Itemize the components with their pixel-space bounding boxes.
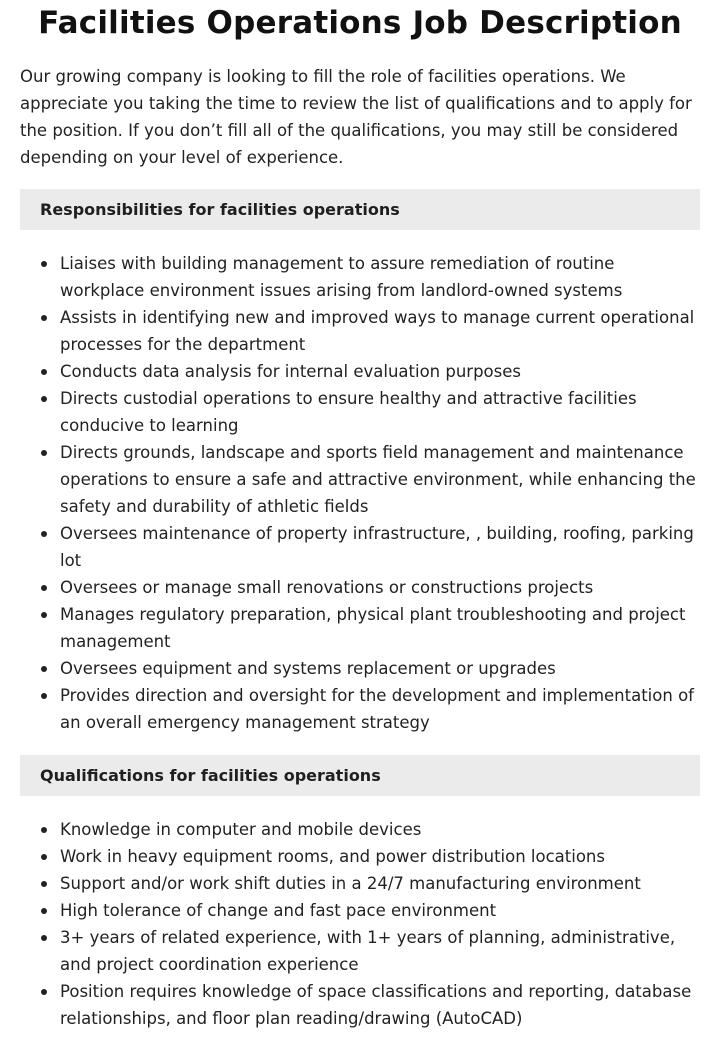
list-item: Directs grounds, landscape and sports field management and maintenance operations to ensure a safe and attractive environment, while enhancing the safety and durability of athletic fields xyxy=(20,439,700,520)
list-item: Assists in identifying new and improved ways to manage current operational processes for the department xyxy=(20,304,700,358)
list-item: Oversees or manage small renovations or constructions projects xyxy=(20,574,700,601)
responsibilities-heading: Responsibilities for facilities operations xyxy=(20,189,700,230)
list-item: Oversees maintenance of property infrastructure, , building, roofing, parking lot xyxy=(20,520,700,574)
list-item: Support and/or work shift duties in a 24/7 manufacturing environment xyxy=(20,870,700,897)
list-item: Manages regulatory preparation, physical plant troubleshooting and project management xyxy=(20,601,700,655)
qualifications-list xyxy=(20,816,700,1032)
list-item: Directs custodial operations to ensure healthy and attractive facilities conducive to learning xyxy=(20,385,700,439)
list-item: Work in heavy equipment rooms, and power distribution locations xyxy=(20,843,700,870)
list-item: High tolerance of change and fast pace environment xyxy=(20,897,700,924)
qualifications-heading: Qualifications for facilities operations xyxy=(20,755,700,796)
list-item: Provides direction and oversight for the development and implementation of an overall emergency management strategy xyxy=(20,682,700,736)
list-item: 3+ years of related experience, with 1+ years of planning, administrative, and project coordination experience xyxy=(20,924,700,978)
list-item: Liaises with building management to assure remediation of routine workplace environment issues arising from landlord-owned systems xyxy=(20,250,700,304)
intro-paragraph: Our growing company is looking to fill the role of facilities operations. We appreciate you taking the time to review the list of qualifications and to apply for the position. If you don’t fill all of the qualifications, you may still be considered depending on your level of experience. xyxy=(20,67,692,167)
page-title: Facilities Operations Job Description xyxy=(38,5,682,41)
list-item: Knowledge in computer and mobile devices xyxy=(20,816,700,843)
list-item: Position requires knowledge of space classifications and reporting, database relationships, and floor plan reading/drawing (AutoCAD) xyxy=(20,978,700,1032)
list-item: Oversees equipment and systems replacement or upgrades xyxy=(20,655,700,682)
list-item: Conducts data analysis for internal evaluation purposes xyxy=(20,358,700,385)
responsibilities-list xyxy=(20,250,700,736)
